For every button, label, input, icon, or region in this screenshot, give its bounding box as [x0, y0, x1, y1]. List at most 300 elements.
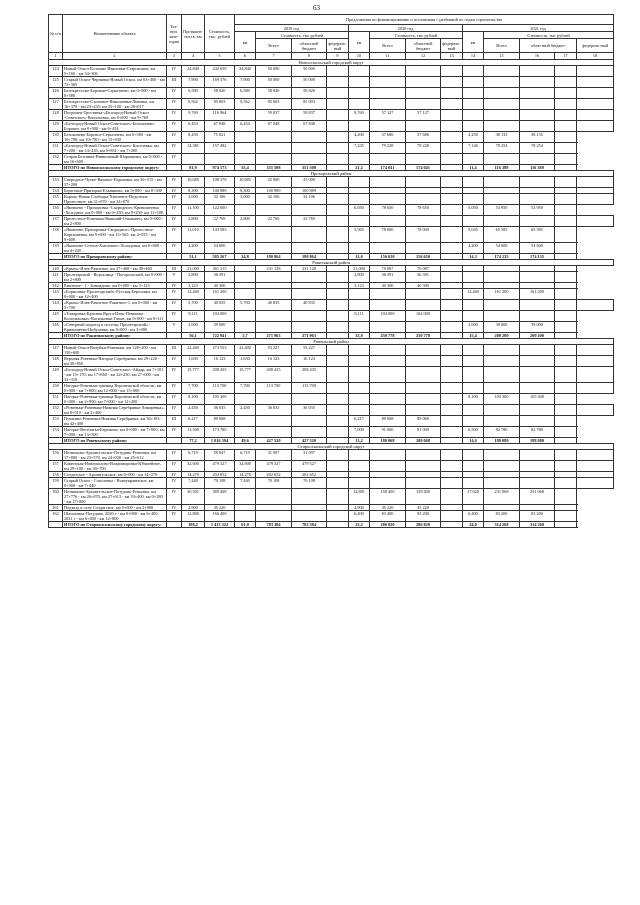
reg-2019: 231 128 — [292, 266, 327, 272]
km-2020: 21,2 — [349, 165, 370, 171]
category: IV — [167, 300, 182, 311]
fed-2019 — [327, 489, 349, 505]
col-name: Наименование объекта — [63, 15, 167, 53]
total-2019: 351 508 — [256, 165, 292, 171]
reg-2019 — [292, 272, 327, 283]
category: III — [167, 345, 182, 356]
km-2019: 10,685 — [235, 177, 256, 188]
total-2019: 40 835 — [256, 300, 292, 311]
km-2021: 14,3 — [463, 254, 484, 260]
extra — [577, 110, 614, 121]
column-index: 16 — [520, 53, 555, 60]
column-index: 11 — [370, 53, 406, 60]
km-2021: 14,6 — [463, 438, 484, 444]
total-2021 — [484, 461, 520, 472]
cost: 242 659 — [205, 66, 235, 77]
total-2020: Всего — [370, 39, 406, 53]
fed-2020 — [441, 272, 463, 283]
section-title: Прохоровский район — [49, 171, 614, 177]
fed-2021 — [555, 154, 577, 165]
length: 2,900 — [182, 505, 205, 511]
category: IV — [167, 216, 182, 227]
total-2021: 174 135 — [484, 254, 520, 260]
column-index-row — [49, 53, 614, 60]
length: 9,562 — [182, 99, 205, 110]
extra — [577, 99, 614, 110]
km-2019: 15,777 — [235, 367, 256, 383]
total-2020 — [370, 194, 406, 205]
length: 9,769 — [182, 110, 205, 121]
cost: 67 848 — [205, 121, 235, 132]
cost: 974 173 — [205, 165, 235, 171]
total-2019: 16 123 — [256, 356, 292, 367]
km-2020: 21,000 — [349, 266, 370, 272]
reg-2021: 54 600 — [520, 243, 555, 254]
total-2021: 53 950 — [484, 205, 520, 216]
fed-2019 — [327, 522, 349, 528]
total-2019: 25 000 — [256, 177, 292, 188]
fed-2020 — [441, 77, 463, 88]
category: IV — [167, 478, 182, 489]
extra — [577, 405, 614, 416]
object-name: Погромец-Тростянка-«Белгород-Новый Оскол -Советское»-Васильевка, км 0+000 - км 9+769 — [63, 110, 167, 121]
row-number: 161 — [49, 505, 63, 511]
fed-2021 — [555, 289, 577, 300]
reg-2021: областной бюджет — [520, 39, 577, 53]
reg-2020: 45 220 — [406, 505, 441, 511]
length: 14,381 — [182, 143, 205, 154]
extra — [577, 345, 614, 356]
cost: 157 482 — [205, 143, 235, 154]
total-2021: 78 254 — [484, 143, 520, 154]
fed-2019 — [327, 383, 349, 394]
total-2020 — [370, 88, 406, 99]
row-number: 156 — [49, 450, 63, 461]
category: IV — [167, 356, 182, 367]
total-2019: 85 003 — [256, 99, 292, 110]
cost: 105 300 — [205, 394, 235, 405]
reg-2019: 351 508 — [292, 165, 327, 171]
km-2019: км — [235, 32, 256, 53]
reg-2019: 427 520 — [292, 438, 327, 444]
km-2019 — [235, 154, 256, 165]
total-2021: 65 585 — [484, 227, 520, 243]
length: 1,630 — [182, 356, 205, 367]
km-2021 — [463, 450, 484, 461]
total-2021 — [484, 177, 520, 188]
km-2019 — [235, 489, 256, 505]
category: V — [167, 322, 182, 333]
length: 7,700 — [182, 383, 205, 394]
cost: 161 200 — [205, 289, 235, 300]
fed-2020 — [441, 394, 463, 405]
km-2020 — [349, 66, 370, 77]
km-2020: 12,0 — [349, 254, 370, 260]
reg-2021 — [520, 110, 555, 121]
total-2021: 105 300 — [484, 394, 520, 405]
fed-2021 — [555, 383, 577, 394]
cost: 40 300 — [205, 283, 235, 289]
section-title: Новооскольский городской округ — [49, 60, 614, 66]
total-2021 — [484, 66, 520, 77]
km-2020 — [349, 345, 370, 356]
fed-2021 — [555, 478, 577, 489]
reg-2021: 38 135 — [520, 132, 555, 143]
reg-2021 — [520, 177, 555, 188]
reg-2021: 188 080 — [520, 438, 555, 444]
column-index: 9 — [327, 53, 349, 60]
reg-2020: 89 068 — [406, 416, 441, 427]
fed-2021 — [555, 177, 577, 188]
object-name: Подъезд к селу Солдатское, км 0+000 - км 2+900 — [63, 505, 167, 511]
length: 12,800 — [182, 511, 205, 522]
total-2021 — [484, 194, 520, 205]
row-number: 127 — [49, 99, 63, 110]
length: 8,111 — [182, 311, 205, 322]
fed-2021 — [555, 216, 577, 227]
km-2021: 4,250 — [463, 132, 484, 143]
total-2019 — [256, 154, 292, 165]
fed-2020 — [441, 132, 463, 143]
km-2019: 7,440 — [235, 478, 256, 489]
total-2020 — [370, 300, 406, 311]
table-row — [49, 300, 614, 311]
km-2021 — [463, 345, 484, 356]
fed-2021 — [555, 367, 577, 383]
reg-2019 — [292, 311, 327, 322]
fed-2020 — [441, 154, 463, 165]
total-2019 — [256, 511, 292, 522]
length: 21,000 — [182, 266, 205, 272]
table-row — [49, 311, 614, 322]
total-2019: 479 527 — [256, 461, 292, 472]
table-row — [49, 177, 614, 188]
reg-2020 — [406, 194, 441, 205]
total-2021 — [484, 345, 520, 356]
reg-2020: 104 000 — [406, 311, 441, 322]
reg-2021 — [520, 77, 555, 88]
row-number: 126 — [49, 88, 63, 99]
fed-2020 — [441, 367, 463, 383]
km-2019: 3,000 — [235, 194, 256, 205]
reg-2019: 180 864 — [292, 254, 327, 260]
km-2019 — [235, 427, 256, 438]
km-2021: 11,4 — [463, 165, 484, 171]
total-2019: 22 769 — [256, 216, 292, 227]
row-number: 132 — [49, 154, 63, 165]
table-row — [49, 88, 614, 99]
reg-2019: 271 963 — [292, 333, 327, 339]
extra — [577, 478, 614, 489]
col-cost: Стоимость, тыс. рублей — [205, 15, 235, 53]
total-2020: 78 650 — [370, 205, 406, 216]
table-row — [49, 383, 614, 394]
reg-2019: 58 820 — [292, 88, 327, 99]
length: 7,440 — [182, 478, 205, 489]
total-2021 — [484, 99, 520, 110]
reg-2020 — [406, 345, 441, 356]
km-2020 — [349, 243, 370, 254]
reg-2019 — [292, 132, 327, 143]
reg-2020: 57 127 — [406, 110, 441, 121]
total-2020 — [370, 216, 406, 227]
total-2019: 100 989 — [256, 188, 292, 194]
total-2021: Всего — [484, 39, 520, 53]
reg-2021 — [520, 478, 555, 489]
cost: 108 378 — [205, 177, 235, 188]
object-name: Нагорье-Весёлатка-Бережное, км 0+000 - км 7+000; км 7+000 - км 13+500 — [64, 427, 165, 437]
km-2019 — [235, 132, 256, 143]
cost: 169 576 — [205, 77, 235, 88]
fed-2019 — [327, 121, 349, 132]
row-number: 153 — [49, 416, 63, 427]
extra — [577, 383, 614, 394]
reg-2021 — [520, 66, 555, 77]
reg-2019 — [292, 227, 327, 243]
column-index: 14 — [463, 53, 484, 60]
total-2021 — [484, 77, 520, 88]
category: IV — [167, 205, 182, 216]
fed-2020 — [441, 356, 463, 367]
reg-2019: 31 097 — [292, 450, 327, 461]
fed-2019 — [327, 243, 349, 254]
table-row — [49, 461, 614, 472]
total-2020: 89 068 — [370, 416, 406, 427]
object-name: «Белгород-Новый Оскол-Советское»-Айдар, км 7+101 - км 13+170; км 17+860 - км 22+250; км 27+000 - км 31+318 — [63, 367, 167, 383]
object-name: Старый Оскол - Соколовка - Новоукраинское, км 0+000 - км 7+440 — [63, 478, 167, 489]
reg-2019: 70 108 — [292, 478, 327, 489]
category: IV — [167, 143, 182, 154]
total-2021: 231 068 — [484, 489, 520, 505]
km-2020 — [349, 88, 370, 99]
reg-2019: 479 527 — [292, 461, 327, 472]
km-2021 — [463, 405, 484, 416]
km-2019: 1,630 — [235, 356, 256, 367]
object-name: «Крым»-Илек-Ракитное-Ракитное-1, км 0+000 - км 5+700 — [63, 300, 167, 311]
total-2019: 31 097 — [256, 450, 292, 461]
cost: 1 413 322 — [205, 522, 235, 528]
total-2021: 161 200 — [484, 289, 520, 300]
table-row — [49, 394, 614, 405]
row-number: 139 — [49, 243, 63, 254]
total-2019: 271 963 — [256, 333, 292, 339]
reg-2019 — [292, 416, 327, 427]
total-row — [49, 522, 614, 528]
row-number: 147 — [49, 345, 63, 356]
km-2019: 61,0 — [235, 522, 256, 528]
table-row — [49, 356, 614, 367]
total-2019: 180 864 — [256, 254, 292, 260]
km-2020 — [349, 154, 370, 165]
km-2020: 9,769 — [349, 110, 370, 121]
fed-2019 — [327, 132, 349, 143]
km-2021 — [463, 478, 484, 489]
km-2019: 6,580 — [235, 88, 256, 99]
column-index: 13 — [441, 53, 463, 60]
category: IV — [167, 450, 182, 461]
fed-2020 — [441, 416, 463, 427]
table-row — [49, 216, 614, 227]
km-2020: 13,2 — [349, 438, 370, 444]
reg-2020: 70 087 — [406, 266, 441, 272]
category: IV — [167, 405, 182, 416]
fed-2021 — [555, 522, 577, 528]
object-name: Новый Оскол-Большие Ивановки-Старокожев, км 5+160 - км 34+306 — [63, 66, 167, 77]
reg-2021 — [520, 88, 555, 99]
reg-2021 — [520, 461, 555, 472]
reg-2020 — [406, 394, 441, 405]
km-2020 — [349, 322, 370, 333]
fed-2019 — [327, 394, 349, 405]
km-2019 — [235, 289, 256, 300]
table-row — [49, 272, 614, 283]
category: IV — [167, 283, 182, 289]
extra — [577, 88, 614, 99]
total-2020 — [370, 177, 406, 188]
category: IV — [167, 66, 182, 77]
reg-2020: 180 068 — [406, 438, 441, 444]
total-2020: 174 041 — [370, 165, 406, 171]
fed-2019 — [327, 345, 349, 356]
cost-2019: Стоимость, тыс рублей — [256, 32, 349, 39]
reg-2021: 65 585 — [520, 227, 555, 243]
object-name: Незнамово-Архангельское-Потудань-Репьевка, км 17+800 - км 23+570, км 24+020 - км 25+612 — [63, 450, 167, 461]
km-2021: 5,045 — [463, 227, 484, 243]
fed-2021 — [555, 121, 577, 132]
total-2020: 40 300 — [370, 283, 406, 289]
km-2020: 7,000 — [349, 427, 370, 438]
col-proposal: Предложения по финансированию и источникам с разбивкой по годам строительства — [235, 15, 614, 25]
total-2019 — [256, 489, 292, 505]
reg-2020: 174 041 — [406, 165, 441, 171]
reg-2020 — [406, 243, 441, 254]
km-2020 — [349, 478, 370, 489]
table-row — [49, 367, 614, 383]
extra — [577, 216, 614, 227]
km-2020: 2,800 — [349, 272, 370, 283]
reg-2019: областной бюджет — [292, 39, 327, 53]
fed-2020 — [441, 205, 463, 216]
row-number: 143 — [49, 289, 63, 300]
row-number — [49, 522, 63, 528]
fed-2020 — [441, 289, 463, 300]
section-title: Ракитянский район — [49, 260, 614, 266]
total-2019 — [256, 132, 292, 143]
km-2020: 8,111 — [349, 311, 370, 322]
total-2019 — [256, 394, 292, 405]
object-name: ИТОГО по Ракитянскому району: — [63, 333, 167, 339]
total-2020 — [370, 356, 406, 367]
reg-2021: 78 254 — [520, 143, 555, 154]
km-2019 — [235, 272, 256, 283]
total-2020: 250 778 — [370, 333, 406, 339]
total-2021: 38 135 — [484, 132, 520, 143]
cost-2020: Стоимость, тыс рублей — [370, 32, 463, 39]
col-category: Тех-нич. кате-гория — [167, 15, 182, 53]
length: 108,2 — [182, 522, 205, 528]
table-row — [49, 121, 614, 132]
cost: 1 016 394 — [205, 438, 235, 444]
table-row — [49, 243, 614, 254]
fed-2019 — [327, 322, 349, 333]
row-number: 162 — [49, 511, 63, 522]
fed-2021 — [555, 272, 577, 283]
km-2021: 5,050 — [463, 205, 484, 216]
fed-2020 — [441, 427, 463, 438]
km-2020: 2,900 — [349, 505, 370, 511]
fed-2019 — [327, 427, 349, 438]
fed-2021 — [555, 143, 577, 154]
reg-2020: 79 228 — [406, 143, 441, 154]
reg-2019: 32 106 — [292, 194, 327, 205]
reg-2019: 208 435 — [292, 367, 327, 383]
total-2019 — [256, 272, 292, 283]
object-name: «Белгород-Новый Оскол-Советское»-Киселевка, км 7+200 - км 14+435; км 0+831 - км 7+200 — [63, 143, 167, 154]
km-2019: 32,600 — [235, 461, 256, 472]
reg-2019 — [292, 427, 327, 438]
total-2020 — [370, 322, 406, 333]
km-2019 — [235, 227, 256, 243]
reg-2020 — [406, 322, 441, 333]
total-2021 — [484, 311, 520, 322]
year-2020: 2020 год — [349, 25, 463, 32]
fed-2021 — [555, 450, 577, 461]
total-2021 — [484, 356, 520, 367]
fed-2020 — [441, 461, 463, 472]
cost: 100 989 — [205, 188, 235, 194]
object-name: «Белгород-Новый Оскол-Советское»-Белоконево-Боровое, км 0+000 - км 6+454 — [63, 121, 167, 132]
fed-2021 — [555, 243, 577, 254]
category: IV — [167, 472, 182, 478]
category: III — [167, 266, 182, 272]
row-number: 149 — [49, 367, 63, 383]
km-2021 — [463, 154, 484, 165]
reg-2019: 36 035 — [292, 405, 327, 416]
length: 11,010 — [182, 227, 205, 243]
category: IV — [167, 511, 182, 522]
fed-2019 — [327, 88, 349, 99]
km-2020 — [349, 367, 370, 383]
length: 22,400 — [182, 345, 205, 356]
total-2019 — [256, 289, 292, 300]
row-number: 135 — [49, 194, 63, 205]
km-2020 — [349, 461, 370, 472]
extra — [577, 461, 614, 472]
row-number: 140 — [49, 266, 63, 272]
column-index: 5 — [205, 53, 235, 60]
row-number: 141 — [49, 272, 63, 283]
cost: 58 820 — [205, 88, 235, 99]
reg-2021: 105 300 — [520, 394, 555, 405]
cost: 585 267 — [205, 254, 235, 260]
km-2020: 6,217 — [349, 416, 370, 427]
cost: 389 468 — [205, 489, 235, 505]
km-2020 — [349, 383, 370, 394]
total-2019: 231 128 — [256, 266, 292, 272]
km-2019: 49,6 — [235, 438, 256, 444]
fed-2021 — [555, 322, 577, 333]
category: IV — [167, 427, 182, 438]
table-row — [49, 478, 614, 489]
cost: 40 835 — [205, 300, 235, 311]
object-name: Старый Оскол-Чернянка-Новый Оскол, км 63+400 - км 72+365 — [64, 77, 165, 87]
length: 56,1 — [182, 333, 205, 339]
object-name: Нагорье-Ровеньки-граница Воронежской области, км 0+000 - км 2+900; км 7+000 - км 12+200 — [63, 394, 167, 405]
row-number: 145 — [49, 311, 63, 322]
total-2019: 53 227 — [256, 345, 292, 356]
table-row — [49, 427, 614, 438]
length: 3,123 — [182, 283, 205, 289]
